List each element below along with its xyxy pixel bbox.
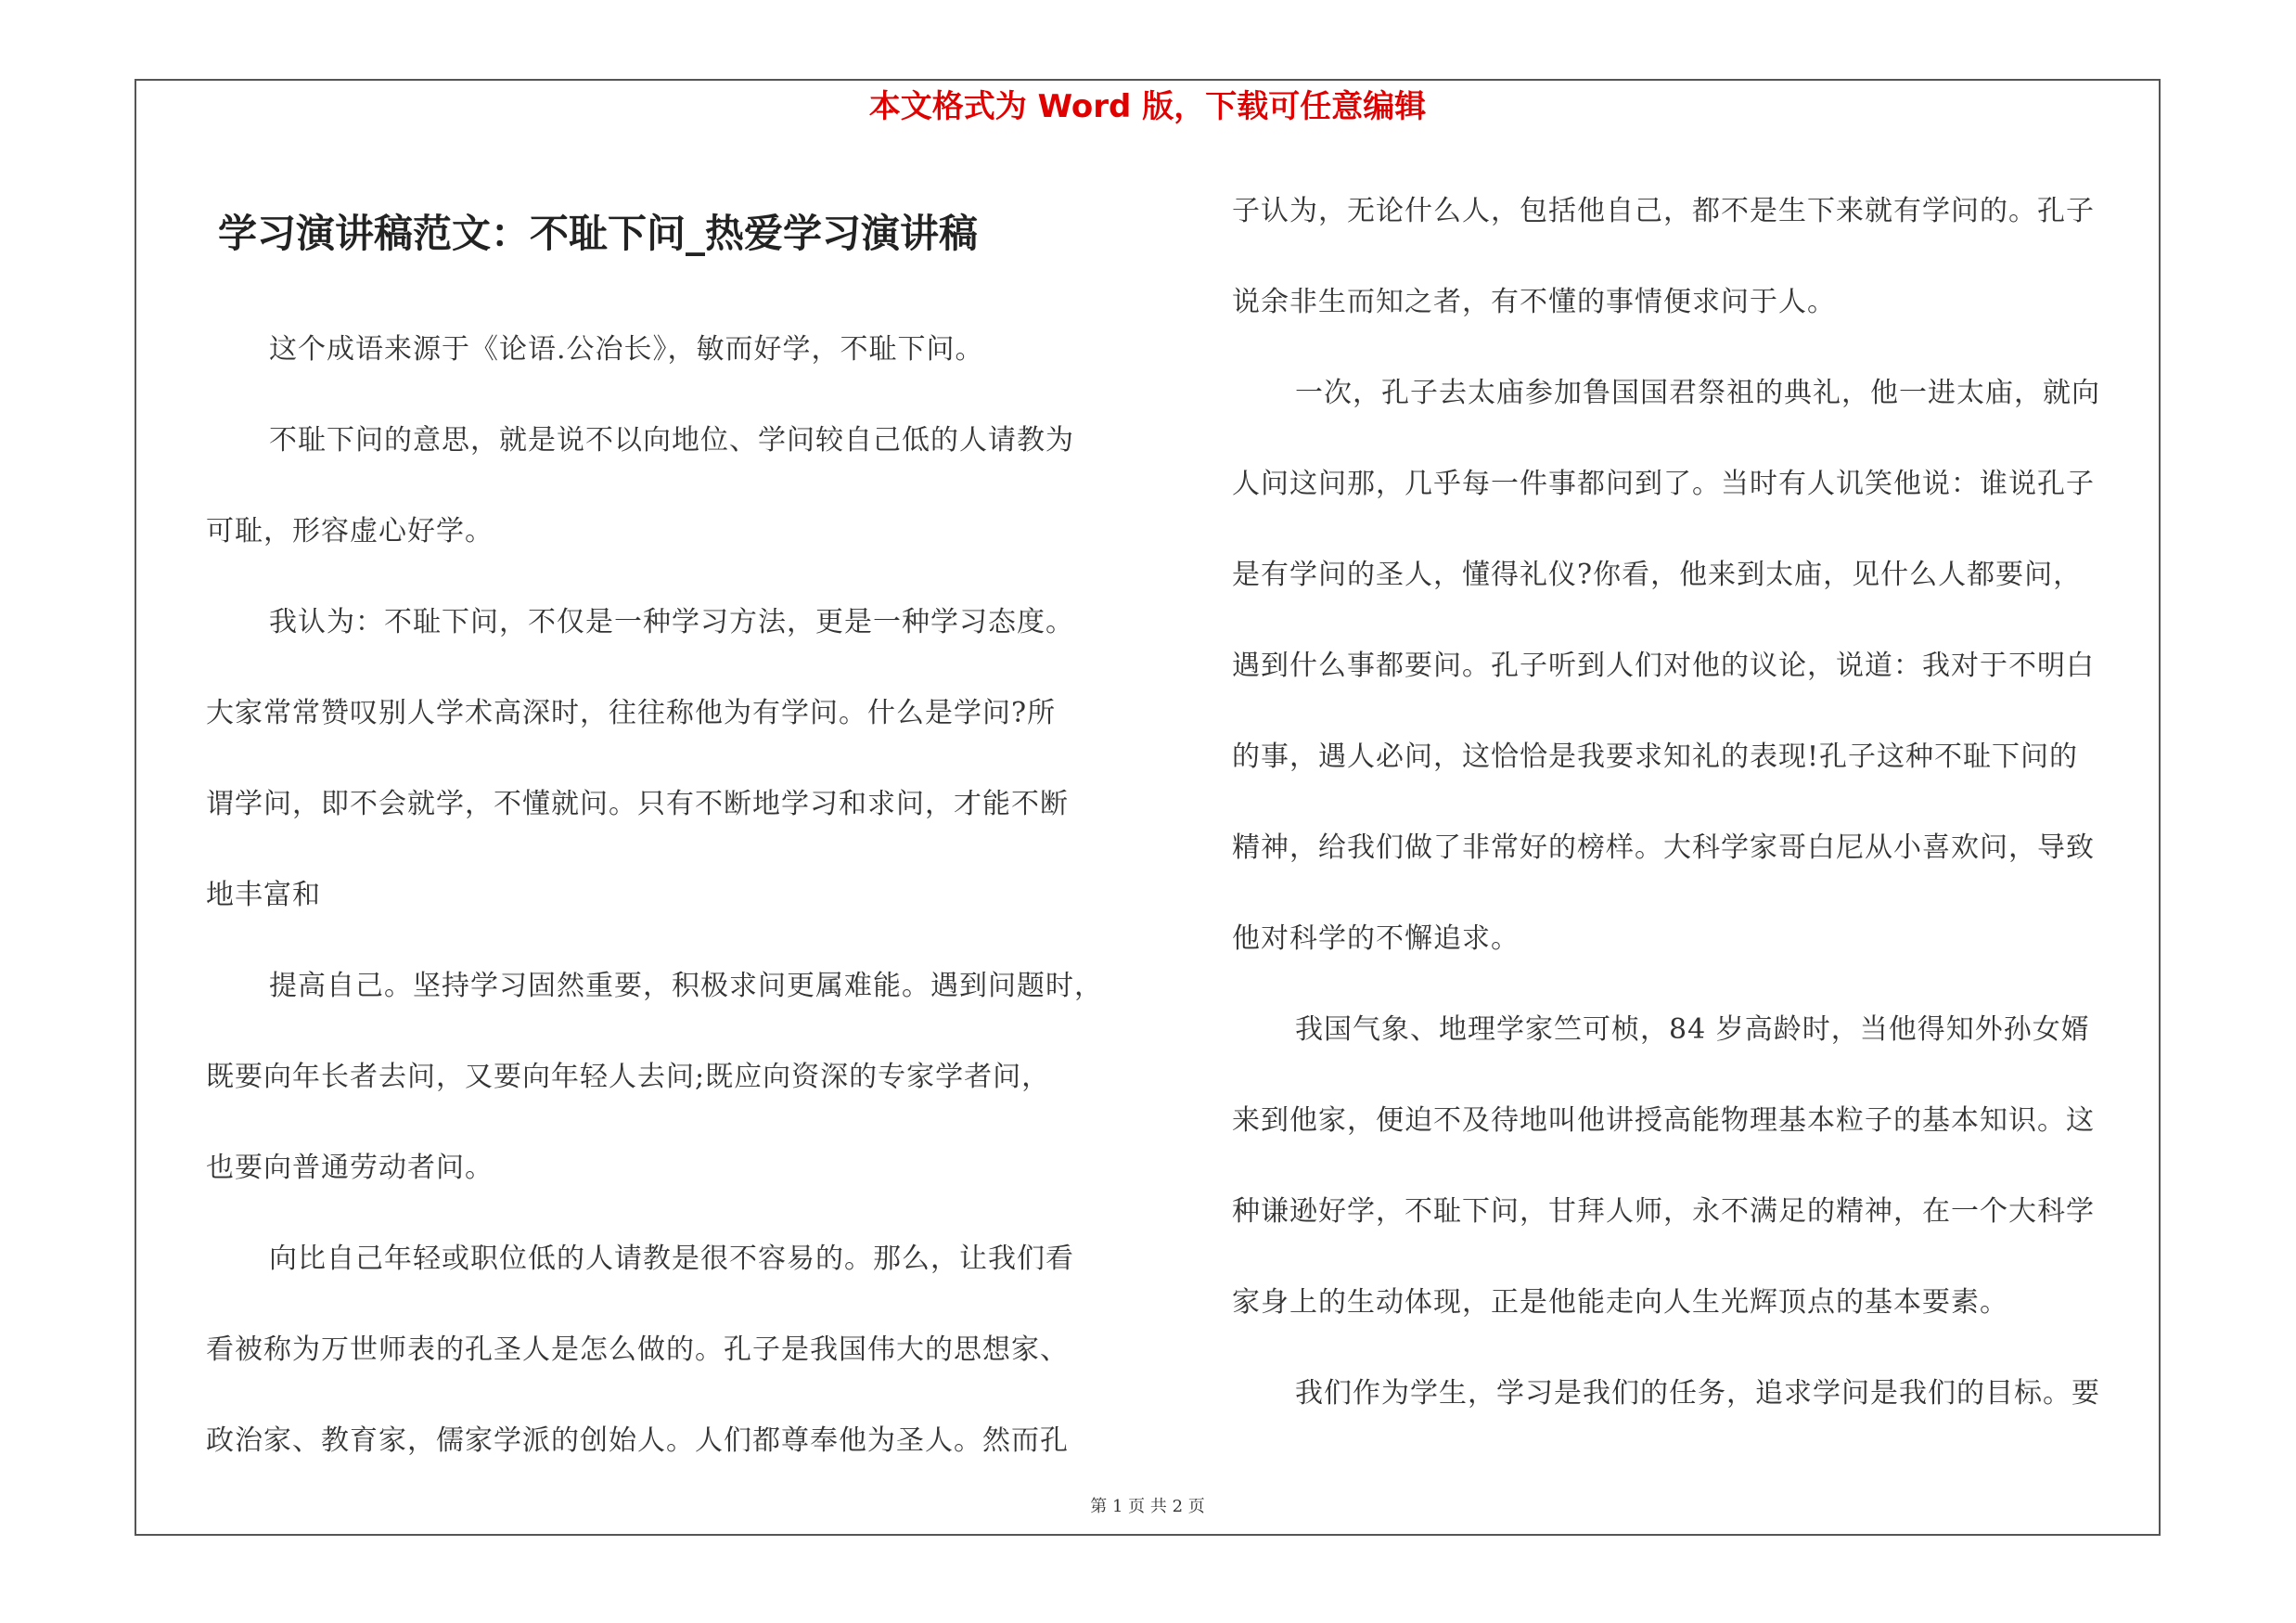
text-line: 一次，孔子去太庙参加鲁国国君祭祖的典礼，他一进太庙，就向: [1295, 377, 2100, 409]
text-line: 谓学问，即不会就学，不懂就问。只有不断地学习和求问，才能不断: [206, 788, 1069, 820]
text-line: 这个成语来源于《论语.公冶长》，敏而好学，不耻下问。: [269, 333, 984, 366]
text-line: 是有学问的圣人，懂得礼仪?你看，他来到太庙，见什么人都要问，: [1232, 559, 2083, 591]
text-line: 家身上的生动体现，正是他能走向人生光辉顶点的基本要素。: [1232, 1286, 2008, 1319]
text-line: 精神，给我们做了非常好的榜样。大科学家哥白尼从小喜欢问，导致: [1232, 831, 2095, 864]
text-line: 既要向年长者去问，又要向年轻人去问;既应向资深的专家学者问，: [206, 1061, 1051, 1093]
text-line: 也要向普通劳动者问。: [206, 1152, 494, 1184]
text-line: 的事，遇人必问，这恰恰是我要求知礼的表现!孔子这种不耻下问的: [1232, 741, 2079, 773]
text-line: 我们作为学生，学习是我们的任务，追求学问是我们的目标。要: [1295, 1377, 2100, 1410]
text-line: 大家常常赞叹别人学术高深时，往往称他为有学问。什么是学问?所: [206, 697, 1057, 729]
text-line: 他对科学的不懈追求。: [1232, 922, 1520, 955]
text-line: 种谦逊好学，不耻下问，甘拜人师，永不满足的精神，在一个大科学: [1232, 1195, 2095, 1228]
text-line: 我国气象、地理学家竺可桢，84 岁高龄时，当他得知外孙女婿: [1295, 1013, 2090, 1046]
text-line: 我认为：不耻下问，不仅是一种学习方法，更是一种学习态度。: [269, 606, 1074, 638]
text-line: 来到他家，便迫不及待地叫他讲授高能物理基本粒子的基本知识。这: [1232, 1104, 2095, 1137]
text-line: 人问这问那，几乎每一件事都问到了。当时有人讥笑他说：谁说孔子: [1232, 468, 2095, 500]
text-line: 向比自己年轻或职位低的人请教是很不容易的。那么，让我们看: [269, 1243, 1074, 1275]
text-line: 遇到什么事都要问。孔子听到人们对他的议论，说道：我对于不明白: [1232, 650, 2095, 682]
text-line: 子认为，无论什么人，包括他自己，都不是生下来就有学问的。孔子: [1232, 195, 2095, 227]
text-line: 不耻下问的意思，就是说不以向地位、学问较自己低的人请教为: [269, 424, 1074, 457]
text-line: 政治家、教育家，儒家学派的创始人。人们都尊奉他为圣人。然而孔: [206, 1424, 1069, 1457]
text-line: 说余非生而知之者，有不懂的事情便求问于人。: [1232, 286, 1836, 318]
document-title: 学习演讲稿范文：不耻下问_热爱学习演讲稿: [218, 211, 979, 256]
text-line: 地丰富和: [206, 879, 321, 911]
format-banner: 本文格式为 Word 版，下载可任意编辑: [868, 88, 1427, 125]
text-line: 看被称为万世师表的孔圣人是怎么做的。孔子是我国伟大的思想家、: [206, 1333, 1069, 1366]
text-line: 提高自己。坚持学习固然重要，积极求问更属难能。遇到问题时，: [269, 970, 1103, 1002]
text-line: 可耻，形容虚心好学。: [206, 515, 494, 547]
page-footer: 第 1 页 共 2 页: [1090, 1497, 1205, 1516]
